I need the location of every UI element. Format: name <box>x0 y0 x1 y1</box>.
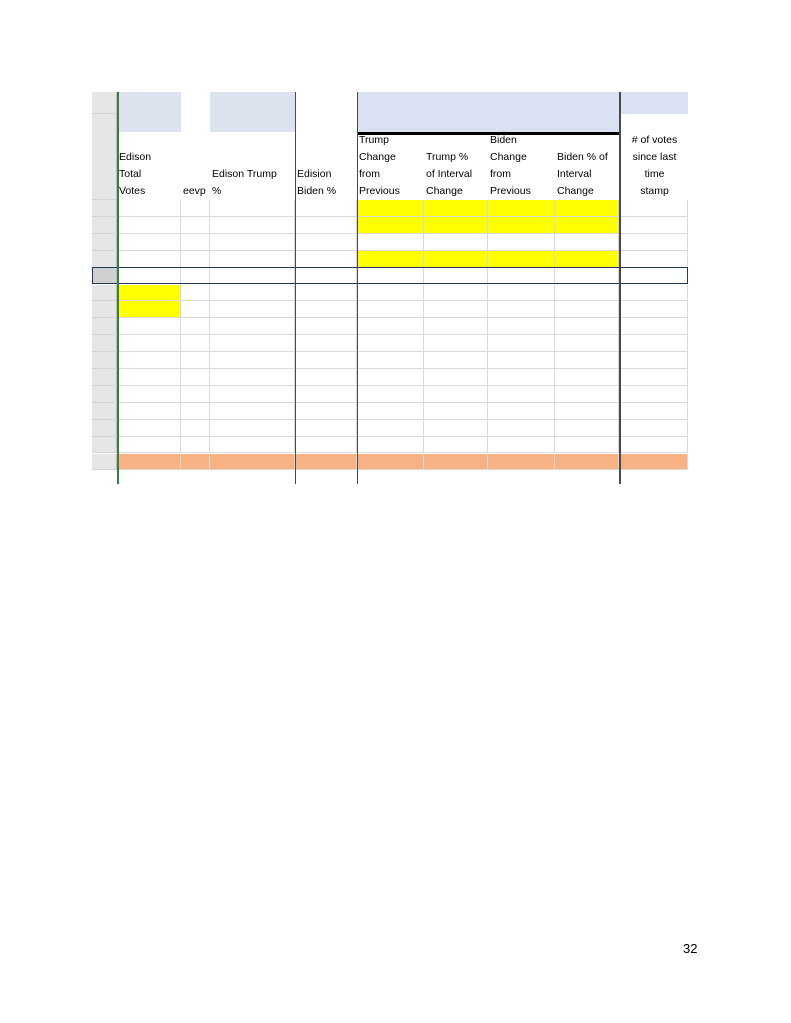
header-line: Biden % <box>297 185 337 197</box>
data-cell[interactable] <box>210 318 295 335</box>
header-line: Change <box>557 185 594 197</box>
data-cell[interactable] <box>357 200 424 217</box>
header-line: Change <box>359 151 396 163</box>
data-cell[interactable] <box>357 234 424 251</box>
data-cell[interactable] <box>295 285 357 302</box>
data-cell[interactable] <box>210 200 295 217</box>
header-line: Biden <box>490 134 517 146</box>
column-header-biden-pct[interactable] <box>295 114 357 200</box>
data-cell[interactable] <box>210 386 295 403</box>
data-cell[interactable] <box>181 454 210 471</box>
column-header-trump-change[interactable] <box>357 114 424 200</box>
header-line: Interval <box>557 168 592 180</box>
row-header[interactable] <box>92 386 117 403</box>
row-header[interactable] <box>92 234 117 251</box>
header-line: Total <box>119 168 142 180</box>
data-cell[interactable] <box>357 369 424 386</box>
data-cell[interactable] <box>181 285 210 302</box>
data-cell[interactable] <box>555 285 619 302</box>
data-cell[interactable] <box>357 454 424 471</box>
data-cell[interactable] <box>357 318 424 335</box>
data-cell[interactable] <box>619 403 688 420</box>
data-cell[interactable] <box>117 386 181 403</box>
column-header-votes-since[interactable] <box>619 114 688 200</box>
row-header[interactable] <box>92 251 117 268</box>
data-cell[interactable] <box>210 217 295 234</box>
data-cell[interactable] <box>619 386 688 403</box>
column-header-trump-pct[interactable] <box>210 114 295 200</box>
page-number: 32 <box>683 941 698 956</box>
selected-row-outline <box>92 267 688 285</box>
data-cell[interactable] <box>424 335 488 352</box>
data-cell[interactable] <box>210 437 295 454</box>
data-cell[interactable] <box>357 301 424 318</box>
data-cell[interactable] <box>210 403 295 420</box>
data-cell[interactable] <box>488 420 555 437</box>
data-cell[interactable] <box>181 437 210 454</box>
data-cell[interactable] <box>555 369 619 386</box>
header-line: eevp <box>183 185 206 197</box>
data-cell[interactable] <box>295 386 357 403</box>
data-cell[interactable] <box>210 352 295 369</box>
column-divider <box>619 92 621 484</box>
data-cell[interactable] <box>488 386 555 403</box>
header-line: from <box>490 168 511 180</box>
data-cell[interactable] <box>424 200 488 217</box>
column-header-biden-interval[interactable] <box>555 114 619 200</box>
header-line: # of votes <box>631 134 678 146</box>
header-line: since last <box>632 151 677 163</box>
data-cell[interactable] <box>357 352 424 369</box>
column-header-trump-interval[interactable] <box>424 114 488 200</box>
data-cell[interactable] <box>210 234 295 251</box>
data-cell[interactable] <box>488 301 555 318</box>
row-header[interactable] <box>92 92 117 114</box>
row-header[interactable] <box>92 420 117 437</box>
data-cell[interactable] <box>555 454 619 471</box>
header-line: Trump <box>359 134 389 146</box>
data-cell[interactable] <box>488 352 555 369</box>
row-header[interactable] <box>92 217 117 234</box>
data-cell[interactable] <box>357 420 424 437</box>
data-cell[interactable] <box>424 403 488 420</box>
header-line: Edision <box>297 168 332 180</box>
data-cell[interactable] <box>555 403 619 420</box>
row-header[interactable] <box>92 335 117 352</box>
column-header-eevp[interactable] <box>181 114 210 200</box>
data-cell[interactable] <box>357 386 424 403</box>
row-header[interactable] <box>92 285 117 302</box>
data-cell[interactable] <box>181 301 210 318</box>
row-header[interactable] <box>92 114 117 200</box>
data-cell[interactable] <box>357 437 424 454</box>
row-header[interactable] <box>92 369 117 386</box>
row-header[interactable] <box>92 200 117 217</box>
data-cell[interactable] <box>181 369 210 386</box>
data-cell[interactable] <box>210 335 295 352</box>
data-cell[interactable] <box>357 217 424 234</box>
data-cell[interactable] <box>295 352 357 369</box>
data-cell[interactable] <box>117 352 181 369</box>
data-cell[interactable] <box>424 420 488 437</box>
data-cell[interactable] <box>181 335 210 352</box>
data-cell[interactable] <box>619 234 688 251</box>
data-cell[interactable] <box>488 285 555 302</box>
data-cell[interactable] <box>210 454 295 471</box>
data-cell[interactable] <box>117 301 181 318</box>
data-cell[interactable] <box>555 251 619 268</box>
data-cell[interactable] <box>210 251 295 268</box>
data-cell[interactable] <box>424 217 488 234</box>
data-cell[interactable] <box>555 335 619 352</box>
data-cell[interactable] <box>117 251 181 268</box>
data-cell[interactable] <box>210 369 295 386</box>
header-line: time <box>644 168 665 180</box>
data-cell[interactable] <box>488 369 555 386</box>
data-cell[interactable] <box>117 234 181 251</box>
data-cell[interactable] <box>117 285 181 302</box>
data-cell[interactable] <box>210 420 295 437</box>
data-cell[interactable] <box>117 217 181 234</box>
data-cell[interactable] <box>555 352 619 369</box>
data-cell[interactable] <box>424 454 488 471</box>
data-cell[interactable] <box>117 318 181 335</box>
data-cell[interactable] <box>295 369 357 386</box>
data-cell[interactable] <box>181 420 210 437</box>
data-cell[interactable] <box>295 301 357 318</box>
data-cell[interactable] <box>488 200 555 217</box>
data-cell[interactable] <box>295 234 357 251</box>
data-cell[interactable] <box>619 251 688 268</box>
data-cell[interactable] <box>619 301 688 318</box>
header-line: Previous <box>490 185 531 197</box>
data-cell[interactable] <box>619 285 688 302</box>
header-line: Biden % of <box>557 151 608 163</box>
data-cell[interactable] <box>555 386 619 403</box>
data-cell[interactable] <box>619 217 688 234</box>
column-divider <box>117 92 119 484</box>
data-cell[interactable] <box>424 285 488 302</box>
data-cell[interactable] <box>295 318 357 335</box>
data-cell[interactable] <box>357 403 424 420</box>
data-cell[interactable] <box>181 403 210 420</box>
data-cell[interactable] <box>619 369 688 386</box>
data-cell[interactable] <box>295 335 357 352</box>
data-cell[interactable] <box>295 454 357 471</box>
header-line: Edison <box>119 151 152 163</box>
data-cell[interactable] <box>117 420 181 437</box>
data-cell[interactable] <box>555 234 619 251</box>
data-cell[interactable] <box>295 420 357 437</box>
data-cell[interactable] <box>619 437 688 454</box>
data-cell[interactable] <box>181 200 210 217</box>
data-cell[interactable] <box>357 251 424 268</box>
header-line: Change <box>490 151 527 163</box>
data-cell[interactable] <box>488 335 555 352</box>
column-header-total-votes[interactable] <box>117 114 181 200</box>
data-cell[interactable] <box>181 217 210 234</box>
header-line: from <box>359 168 380 180</box>
spreadsheet-image <box>92 92 688 484</box>
header-line: Edison Trump <box>212 168 277 180</box>
data-cell[interactable] <box>295 251 357 268</box>
data-cell[interactable] <box>619 200 688 217</box>
data-cell[interactable] <box>424 251 488 268</box>
data-cell[interactable] <box>555 420 619 437</box>
row-header[interactable] <box>92 352 117 369</box>
data-cell[interactable] <box>424 352 488 369</box>
data-cell[interactable] <box>555 301 619 318</box>
data-cell[interactable] <box>619 420 688 437</box>
column-divider <box>357 92 358 484</box>
data-cell[interactable] <box>210 285 295 302</box>
data-cell[interactable] <box>210 301 295 318</box>
row-header[interactable] <box>92 454 117 471</box>
data-cell[interactable] <box>357 335 424 352</box>
row-header[interactable] <box>92 318 117 335</box>
column-divider <box>295 92 296 484</box>
data-cell[interactable] <box>357 285 424 302</box>
data-cell[interactable] <box>619 318 688 335</box>
header-line: Trump % <box>426 151 469 163</box>
data-cell[interactable] <box>488 234 555 251</box>
data-cell[interactable] <box>117 369 181 386</box>
header-band-right <box>619 92 688 114</box>
data-cell[interactable] <box>117 200 181 217</box>
data-cell[interactable] <box>295 437 357 454</box>
data-cell[interactable] <box>181 251 210 268</box>
header-line: % <box>212 185 222 197</box>
data-cell[interactable] <box>488 217 555 234</box>
data-cell[interactable] <box>555 200 619 217</box>
data-cell[interactable] <box>424 386 488 403</box>
data-cell[interactable] <box>424 318 488 335</box>
data-cell[interactable] <box>117 454 181 471</box>
data-cell[interactable] <box>181 386 210 403</box>
data-cell[interactable] <box>488 318 555 335</box>
row-header[interactable] <box>92 301 117 318</box>
header-line: Change <box>426 185 463 197</box>
data-cell[interactable] <box>295 403 357 420</box>
data-cell[interactable] <box>488 403 555 420</box>
data-cell[interactable] <box>488 251 555 268</box>
data-cell[interactable] <box>424 369 488 386</box>
data-cell[interactable] <box>117 403 181 420</box>
data-cell[interactable] <box>181 352 210 369</box>
data-cell[interactable] <box>295 200 357 217</box>
data-cell[interactable] <box>181 234 210 251</box>
header-line: of Interval <box>426 168 473 180</box>
data-cell[interactable] <box>555 437 619 454</box>
data-cell[interactable] <box>117 437 181 454</box>
data-cell[interactable] <box>488 437 555 454</box>
row-header[interactable] <box>92 403 117 420</box>
data-cell[interactable] <box>488 454 555 471</box>
header-line: stamp <box>640 185 669 197</box>
data-cell[interactable] <box>424 437 488 454</box>
data-cell[interactable] <box>555 318 619 335</box>
header-line: Votes <box>119 185 146 197</box>
column-header-biden-change[interactable] <box>488 114 555 200</box>
data-cell[interactable] <box>424 234 488 251</box>
row-header[interactable] <box>92 437 117 454</box>
data-cell[interactable] <box>619 454 688 471</box>
data-cell[interactable] <box>424 301 488 318</box>
data-cell[interactable] <box>181 318 210 335</box>
data-cell[interactable] <box>555 217 619 234</box>
header-line: Previous <box>359 185 400 197</box>
data-cell[interactable] <box>619 335 688 352</box>
data-cell[interactable] <box>295 217 357 234</box>
data-cell[interactable] <box>117 335 181 352</box>
data-cell[interactable] <box>619 352 688 369</box>
